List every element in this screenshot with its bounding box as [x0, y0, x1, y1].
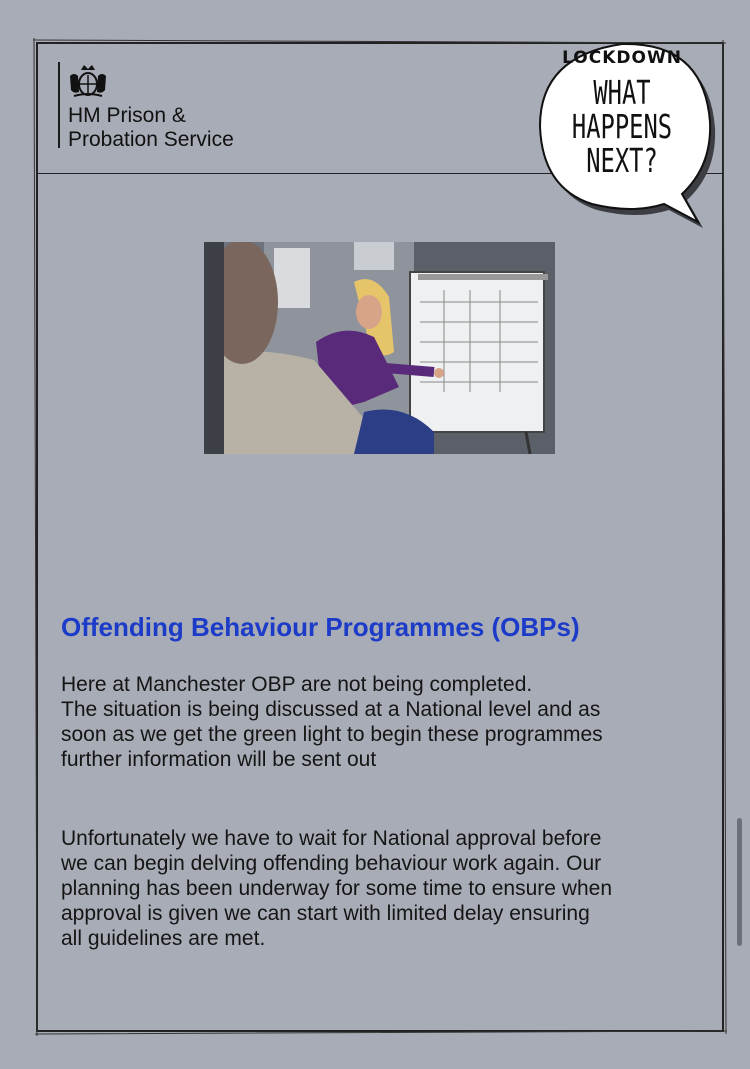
speech-bubble — [532, 26, 722, 234]
logo-text-line1: HM Prison & — [68, 104, 186, 127]
paragraph-2-line: planning has been underway for some time to ensure when — [61, 877, 613, 900]
paragraph-1 — [61, 672, 721, 772]
bubble-small-text: LOCKDOWN — [562, 48, 682, 68]
logo-text-line2: Probation Service — [68, 128, 234, 151]
paragraph-2 — [61, 826, 721, 951]
paragraph-2-line: all guidelines are met. — [61, 927, 266, 950]
workshop-photo-illustration — [204, 242, 555, 454]
bubble-line-2: HAPPENS — [571, 107, 673, 146]
paragraph-1-line: Here at Manchester OBP are not being completed. — [61, 673, 533, 696]
paragraph-2-line: approval is given we can start with limited delay ensuring — [61, 902, 590, 925]
bubble-line-3: NEXT? — [586, 141, 658, 180]
bubble-line-1: WHAT — [593, 73, 651, 112]
paragraph-2-line: Unfortunately we have to wait for National approval before — [61, 827, 602, 850]
workshop-photo — [204, 242, 555, 454]
article-heading: Offending Behaviour Programmes (OBPs) — [61, 612, 580, 642]
paragraph-1-line: The situation is being discussed at a National level and as — [61, 698, 601, 721]
paragraph-1-line: further information will be sent out — [61, 748, 377, 771]
logo-bar — [58, 62, 60, 148]
paragraph-2-line: we can begin delving offending behaviour work again. Our — [61, 852, 602, 875]
royal-crest-icon — [66, 62, 110, 98]
paragraph-1-line: soon as we get the green light to begin these programmes — [61, 723, 603, 746]
scrollbar-thumb[interactable] — [737, 818, 742, 946]
